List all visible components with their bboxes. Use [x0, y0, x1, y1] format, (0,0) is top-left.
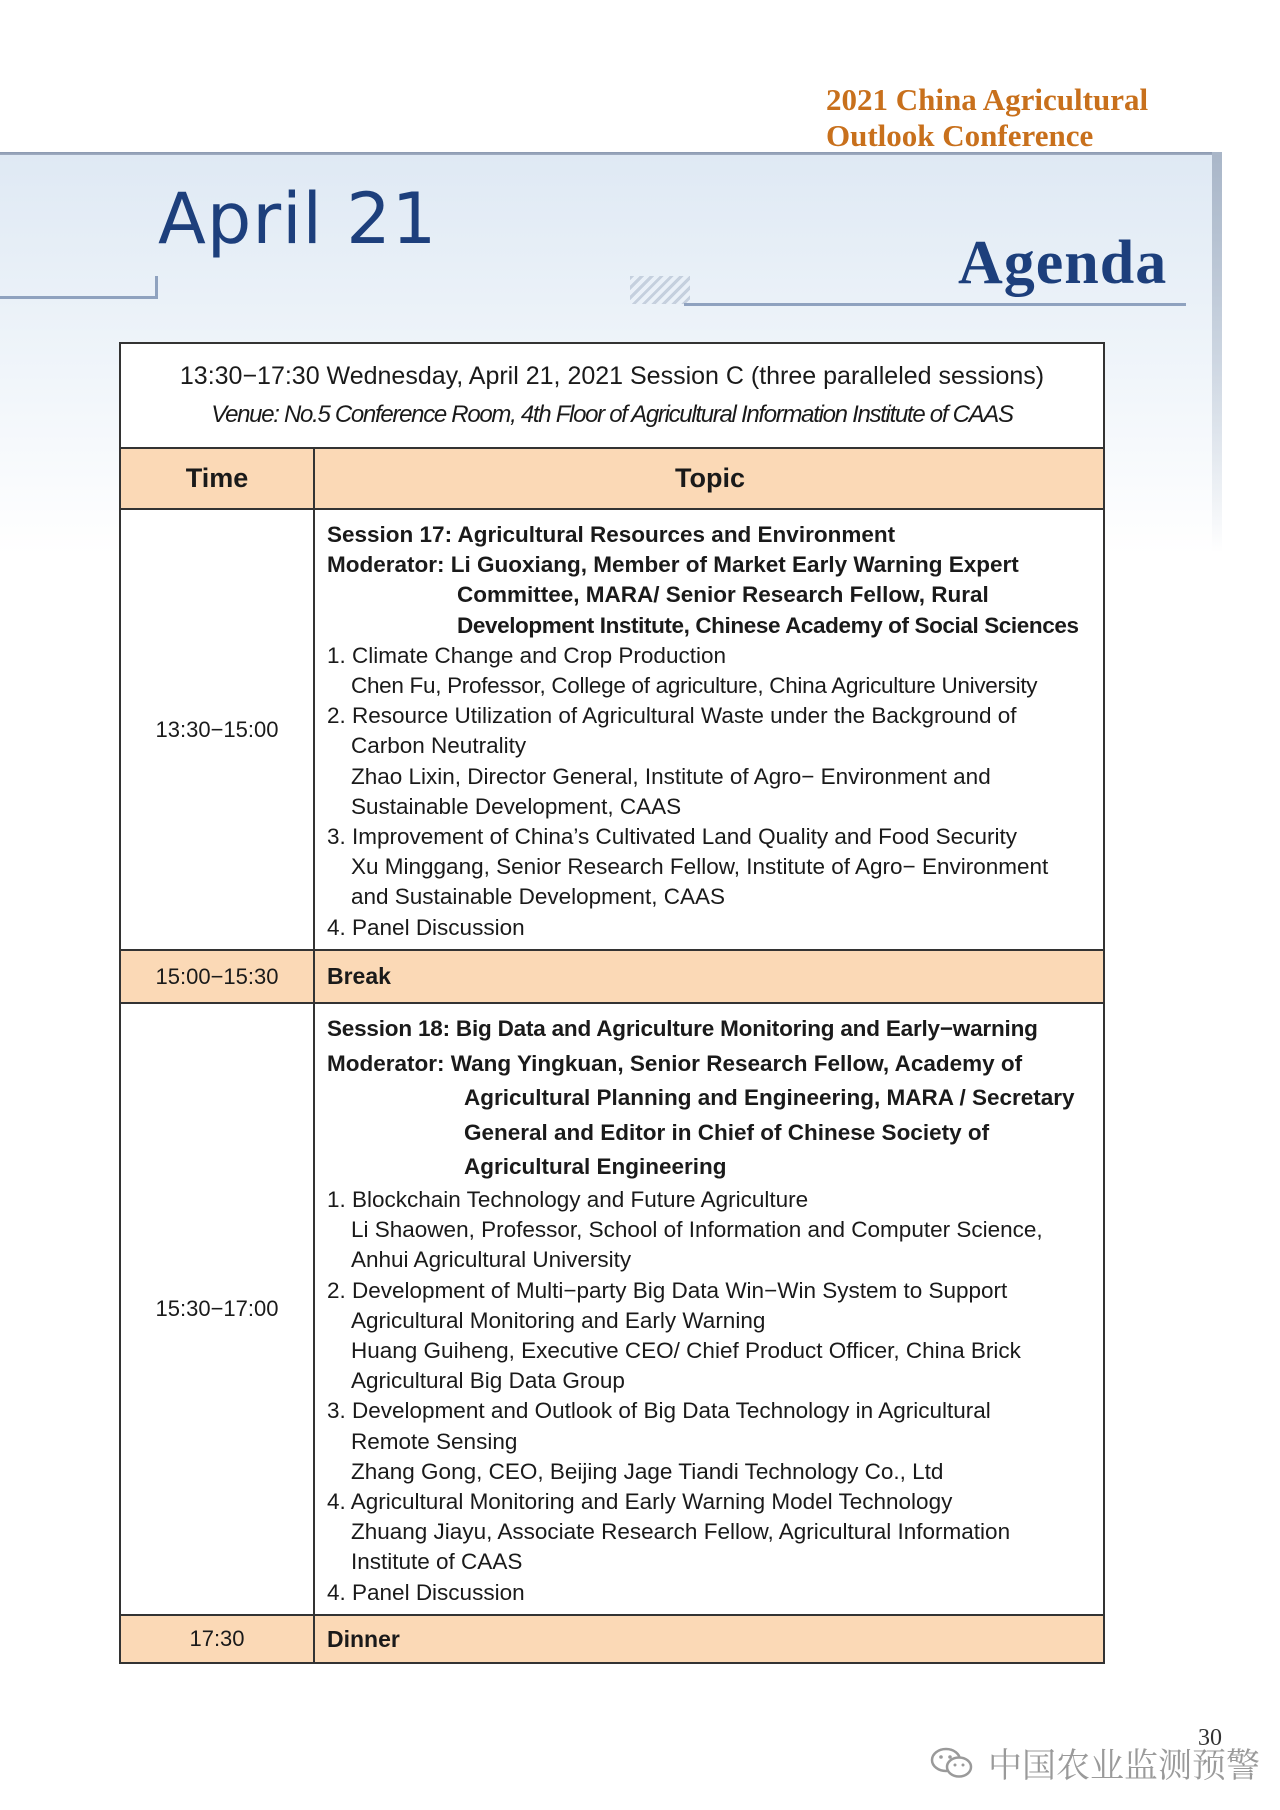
column-header-topic: Topic	[675, 463, 745, 493]
session-18-item-1-speaker: Li Shaowen, Professor, School of Information and Computer Science,	[351, 1217, 1043, 1243]
session-18-item-2: 2. Development of Multi−party Big Data Win−Win System to Support	[327, 1277, 1008, 1303]
session-18-item-5: 4. Panel Discussion	[327, 1579, 525, 1605]
session-18-item-2-speaker-cont: Agricultural Big Data Group	[351, 1368, 625, 1394]
session-18-moderator: Moderator: Wang Yingkuan, Senior Research Fellow, Academy of	[327, 1050, 1023, 1076]
agenda-heading: Agenda	[958, 229, 1168, 297]
session-18-item-1-speaker-cont: Anhui Agricultural University	[351, 1247, 632, 1273]
session-17-item-4: 4. Panel Discussion	[327, 914, 525, 940]
session-17-item-1-speaker: Chen Fu, Professor, College of agriculture, China Agriculture University	[351, 673, 1038, 699]
session-17-item-3-speaker-cont: and Sustainable Development, CAAS	[351, 884, 725, 910]
session-17-title: Session 17: Agricultural Resources and Environment	[327, 522, 896, 547]
agenda-underline	[684, 303, 1186, 306]
conference-title-line1: 2021 China Agricultural	[826, 82, 1149, 117]
dinner-time: 17:30	[121, 1616, 315, 1662]
session-18-moderator-cont: General and Editor in Chief of Chinese Society of	[464, 1119, 990, 1145]
table-row-break	[121, 951, 1103, 1004]
session-header	[121, 344, 1103, 449]
session-18-moderator-cont: Agricultural Engineering	[464, 1154, 727, 1180]
session-18-moderator-cont: Agricultural Planning and Engineering, MARA / Secretary	[464, 1085, 1075, 1111]
dinner-label: Dinner	[327, 1625, 400, 1652]
session-17-item-1: 1. Climate Change and Crop Production	[327, 642, 726, 668]
date-underline-tick	[155, 276, 158, 299]
conference-title-line2: Outlook Conference	[826, 118, 1094, 153]
header-band-right-border	[1212, 152, 1222, 552]
session-18-item-4-speaker-cont: Institute of CAAS	[351, 1549, 523, 1575]
session-18-item-3-speaker: Zhang Gong, CEO, Beijing Jage Tiandi Technology Co., Ltd	[351, 1458, 944, 1484]
agenda-decor-hatch	[630, 276, 690, 304]
venue-line: Venue: No.5 Conference Room, 4th Floor of Agricultural Information Institute of CAAS	[211, 401, 1013, 428]
session-17-item-3: 3. Improvement of China’s Cultivated Land Quality and Food Security	[327, 824, 1017, 850]
session-18-topic	[315, 1004, 1103, 1614]
session-17-moderator-cont: Development Institute, Chinese Academy of Social Sciences	[457, 612, 1079, 638]
session-18-time: 15:30−17:00	[121, 1004, 315, 1614]
session-18-item-3-cont: Remote Sensing	[351, 1428, 518, 1454]
watermark	[930, 1738, 1260, 1787]
break-label: Break	[327, 963, 391, 989]
session-17-moderator: Moderator: Li Guoxiang, Member of Market Early Warning Expert	[327, 552, 1019, 578]
session-18-item-1: 1. Blockchain Technology and Future Agriculture	[327, 1186, 809, 1212]
wechat-icon	[930, 1746, 974, 1780]
session-18-item-2-speaker: Huang Guiheng, Executive CEO/ Chief Product Officer, China Brick	[351, 1337, 1021, 1363]
agenda-table	[119, 342, 1105, 1664]
session-17-time: 13:30−15:00	[121, 510, 315, 949]
date-underline	[0, 296, 158, 299]
session-17-moderator-cont: Committee, MARA/ Senior Research Fellow, Rural	[457, 582, 989, 608]
break-time: 15:00−15:30	[121, 951, 315, 1002]
column-header-time: Time	[121, 449, 315, 508]
conference-title	[826, 82, 1226, 154]
date-heading: April 21	[158, 178, 438, 260]
session-17-item-3-speaker: Xu Minggang, Senior Research Fellow, Institute of Agro− Environment	[351, 854, 1049, 880]
session-line: 13:30−17:30 Wednesday, April 21, 2021 Session C (three paralleled sessions)	[179, 362, 1045, 390]
table-row-dinner	[121, 1616, 1103, 1662]
session-18-item-2-cont: Agricultural Monitoring and Early Warning	[351, 1307, 766, 1333]
session-18-item-3: 3. Development and Outlook of Big Data Technology in Agricultural	[327, 1398, 991, 1424]
table-row-session-17	[121, 510, 1103, 951]
session-17-topic	[315, 510, 1103, 949]
session-17-item-2-speaker: Zhao Lixin, Director General, Institute of Agro− Environment and	[351, 763, 991, 789]
session-17-item-2: 2. Resource Utilization of Agricultural Waste under the Background of	[327, 703, 1017, 729]
session-18-title: Session 18: Big Data and Agriculture Monitoring and Early−warning	[327, 1016, 1038, 1041]
session-17-item-2-speaker-cont: Sustainable Development, CAAS	[351, 793, 682, 819]
session-18-item-4-speaker: Zhuang Jiayu, Associate Research Fellow, Agricultural Information	[351, 1519, 1011, 1545]
table-row-session-18	[121, 1004, 1103, 1616]
page-number: 30	[1198, 1725, 1222, 1751]
session-18-item-4: 4. Agricultural Monitoring and Early Warning Model Technology	[327, 1489, 953, 1514]
watermark-text: 中国农业监测预警	[988, 1746, 1260, 1786]
table-header-row	[121, 449, 1103, 510]
session-17-item-2-cont: Carbon Neutrality	[351, 733, 527, 759]
